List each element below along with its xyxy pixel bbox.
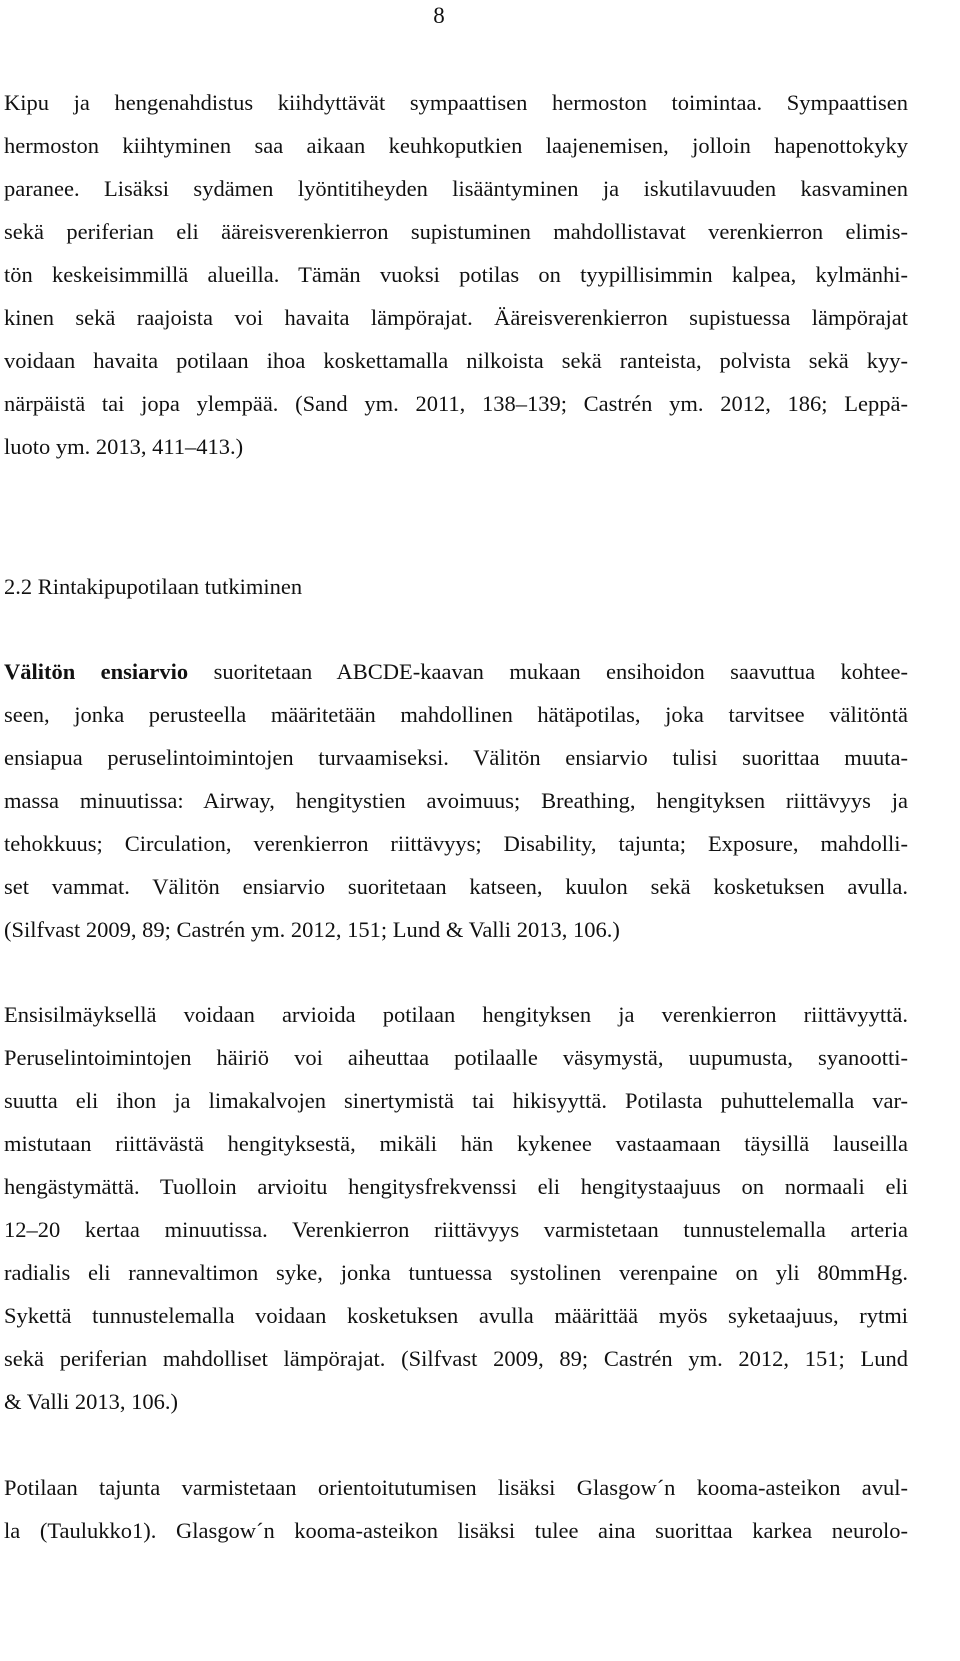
text-line: Peruselintoimintojen häiriö voi aiheuttaa potilaalle väsymystä, uupumusta, syanootti- — [4, 1045, 908, 1070]
text-line: set vammat. Välitön ensiarvio suoritetaan katseen, kuulon sekä kosketuksen avulla. — [4, 874, 908, 899]
text-line: Ensisilmäyksellä voidaan arvioida potilaan hengityksen ja verenkierron riittävyyttä. — [4, 1002, 908, 1027]
text-line: voidaan havaita potilaan ihoa koskettamalla nilkoista sekä ranteista, polvista sekä kyy- — [4, 348, 908, 373]
text-line: tehokkuus; Circulation, verenkierron riittävyys; Disability, tajunta; Exposure, mahdolli- — [4, 831, 908, 856]
text-line: seen, jonka perusteella määritetään mahdollinen hätäpotilas, joka tarvitsee välitöntä — [4, 702, 908, 727]
text-span: suoritetaan ABCDE-kaavan mukaan ensihoidon saavuttua kohtee- — [188, 659, 908, 684]
text-line: mistutaan riittävästä hengityksestä, mikäli hän kykenee vastaamaan täysillä lauseilla — [4, 1131, 908, 1156]
text-line: sekä periferian eli ääreisverenkierron supistuminen mahdollistavat verenkierron elimis- — [4, 219, 908, 244]
text-line: hermoston kiihtyminen saa aikaan keuhkoputkien laajenemisen, jolloin hapenottokyky — [4, 133, 908, 158]
page-number: 8 — [433, 3, 445, 28]
text-line: & Valli 2013, 106.) — [4, 1389, 178, 1414]
text-line: 12–20 kertaa minuutissa. Verenkierron riittävyys varmistetaan tunnustelemalla arteria — [4, 1217, 908, 1242]
bold-term: Välitön ensiarvio — [4, 659, 189, 684]
text-line: Sykettä tunnustelemalla voidaan kosketuksen avulla määrittää myös syketaajuus, rytmi — [4, 1303, 908, 1328]
text-line: Potilaan tajunta varmistetaan orientoitutumisen lisäksi Glasgow´n kooma-asteikon avul- — [4, 1475, 908, 1500]
text-line: suutta eli ihon ja limakalvojen sinertymistä tai hikisyyttä. Potilasta puhuttelemalla var- — [4, 1088, 908, 1113]
text-line: tön keskeisimmillä alueilla. Tämän vuoksi potilas on tyypillisimmin kalpea, kylmänhi- — [4, 262, 908, 287]
text-line: (Silfvast 2009, 89; Castrén ym. 2012, 151; Lund & Valli 2013, 106.) — [4, 917, 620, 942]
text-line: närpäistä tai jopa ylempää. (Sand ym. 2011, 138–139; Castrén ym. 2012, 186; Leppä- — [4, 391, 908, 416]
text-line: la (Taulukko1). Glasgow´n kooma-asteikon lisäksi tulee aina suorittaa karkea neurolo- — [4, 1518, 908, 1543]
text-line: radialis eli rannevaltimon syke, jonka tuntuessa systolinen verenpaine on yli 80mmHg. — [4, 1260, 908, 1285]
section-heading: 2.2 Rintakipupotilaan tutkiminen — [4, 574, 303, 599]
text-line: Kipu ja hengenahdistus kiihdyttävät sympaattisen hermoston toimintaa. Sympaattisen — [4, 90, 908, 115]
text-line: paranee. Lisäksi sydämen lyöntitiheyden lisääntyminen ja iskutilavuuden kasvaminen — [4, 176, 908, 201]
text-line: hengästymättä. Tuolloin arvioitu hengitysfrekvenssi eli hengitystaajuus on normaali eli — [4, 1174, 908, 1199]
text-line — [4, 657, 908, 687]
text-line: massa minuutissa: Airway, hengitystien avoimuus; Breathing, hengityksen riittävyys ja — [4, 788, 908, 813]
text-line: sekä periferian mahdolliset lämpörajat. (Silfvast 2009, 89; Castrén ym. 2012, 151; Lund — [4, 1346, 908, 1371]
text-line: kinen sekä raajoista voi havaita lämpörajat. Ääreisverenkierron supistuessa lämpörajat — [4, 305, 908, 330]
text-line: luoto ym. 2013, 411–413.) — [4, 434, 244, 459]
text-line: ensiapua peruselintoimintojen turvaamiseksi. Välitön ensiarvio tulisi suorittaa muuta- — [4, 745, 908, 770]
